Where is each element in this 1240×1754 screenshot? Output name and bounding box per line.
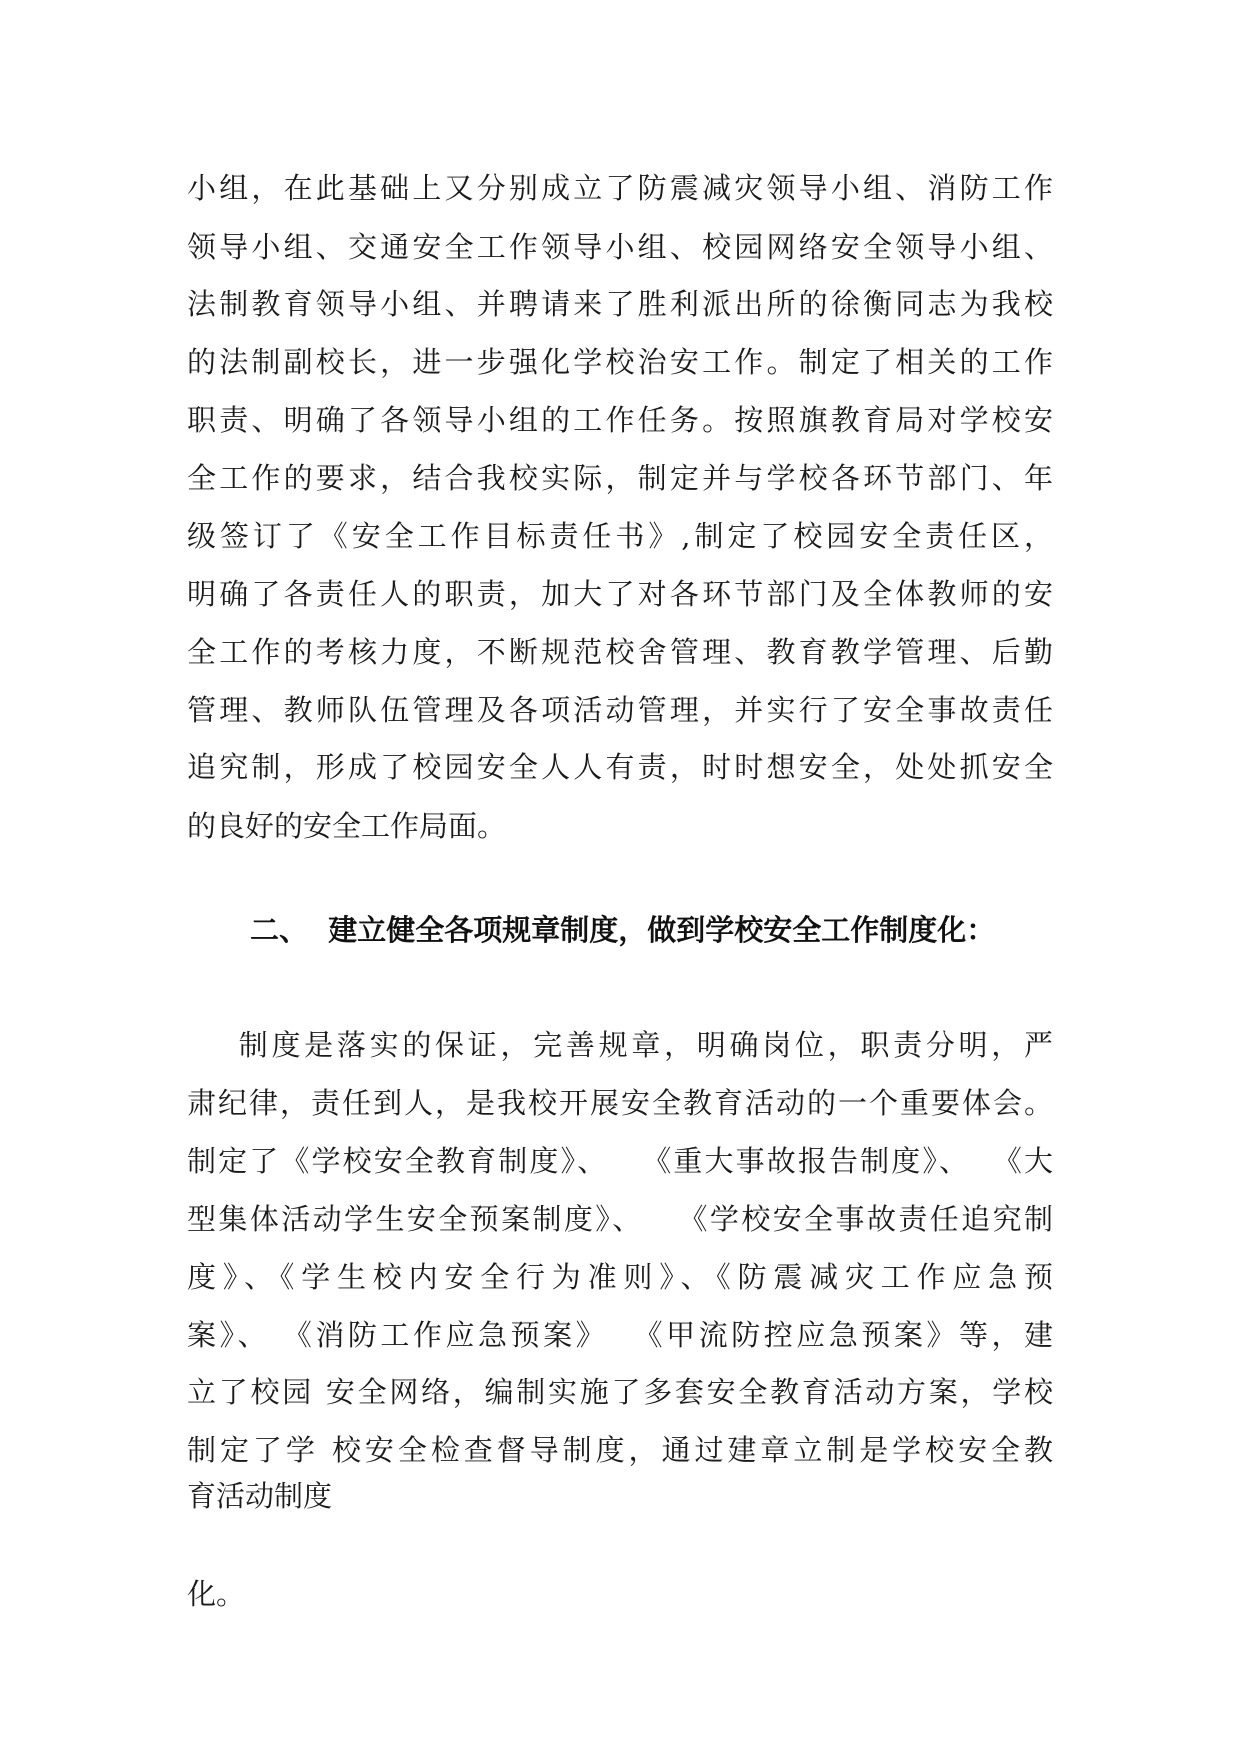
text-line: 度》、《学生校内安全行为准则》、《防震减灾工作应急预 — [187, 1260, 1053, 1294]
text-line: 法制教育领导小组、并聘请来了胜利派出所的徐衡同志为我校 — [187, 287, 1053, 321]
text-line: 明确了各责任人的职责，加大了对各环节部门及全体教师的安 — [187, 577, 1053, 611]
text-line: 的良好的安全工作局面。 — [187, 809, 507, 843]
text-line: 化。 — [187, 1577, 246, 1611]
text-line: 案》、 《消防工作应急预案》 《甲流防控应急预案》等，建 — [187, 1318, 1053, 1352]
text-line: 制定了《学校安全教育制度》、 《重大事故报告制度》、 《大 — [187, 1144, 1053, 1178]
text-line: 职责、明确了各领导小组的工作任务。按照旗教育局对学校安 — [187, 403, 1053, 437]
text-line: 育活动制度 — [187, 1479, 333, 1513]
text-line: 全工作的要求，结合我校实际，制定并与学校各环节部门、年 — [187, 461, 1053, 495]
text-line: 型集体活动学生安全预案制度》、 《学校安全事故责任追究制 — [187, 1202, 1053, 1236]
text-line: 制度是落实的保证，完善规章，明确岗位，职责分明，严 — [187, 1028, 1053, 1062]
text-line: 小组，在此基础上又分别成立了防震减灾领导小组、消防工作 — [187, 171, 1053, 205]
text-line: 级签订了《安全工作目标责任书》,制定了校园安全责任区， — [187, 519, 1053, 553]
section-heading: 二、 建立健全各项规章制度，做到学校安全工作制度化： — [250, 913, 996, 947]
text-line: 制定了学 校安全检查督导制度，通过建章立制是学校安全教 — [187, 1433, 1053, 1467]
text-line: 的法制副校长，进一步强化学校治安工作。制定了相关的工作 — [187, 345, 1053, 379]
text-line: 立了校园 安全网络，编制实施了多套安全教育活动方案，学校 — [187, 1375, 1053, 1409]
text-line: 领导小组、交通安全工作领导小组、校园网络安全领导小组、 — [187, 230, 1053, 264]
text-line: 全工作的考核力度，不断规范校舍管理、教育教学管理、后勤 — [187, 635, 1053, 669]
text-line: 管理、教师队伍管理及各项活动管理，并实行了安全事故责任 — [187, 693, 1053, 727]
text-line: 追究制，形成了校园安全人人有责，时时想安全，处处抓安全 — [187, 750, 1053, 784]
text-line: 肃纪律，责任到人，是我校开展安全教育活动的一个重要体会。 — [187, 1086, 1053, 1120]
